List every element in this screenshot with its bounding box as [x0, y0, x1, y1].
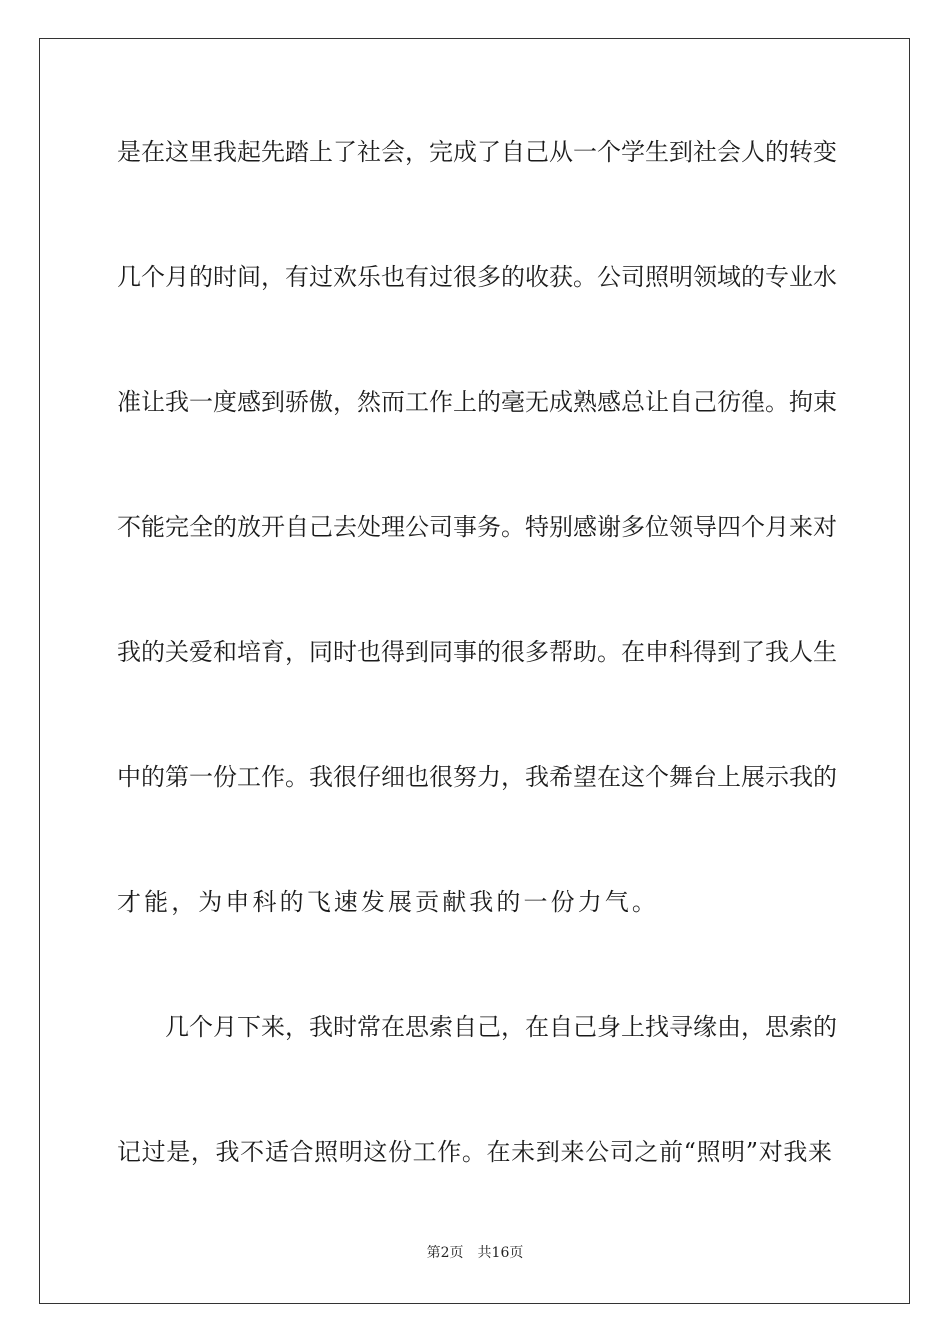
text-line: 中的第一份工作。我很仔细也很努力，我希望在这个舞台上展示我的: [117, 763, 837, 791]
paragraph-first-line: 几个月下来，我时常在思索自己，在自己身上找寻缘由，思索的: [165, 1013, 837, 1041]
text-line: 记过是，我不适合照明这份工作。在未到来公司之前“照明”对我来: [117, 1138, 832, 1166]
text-line: 是在这里我起先踏上了社会，完成了自己从一个学生到社会人的转变: [117, 138, 837, 166]
page-total: 共16页: [477, 1245, 524, 1261]
page-footer: [0, 1243, 950, 1263]
text-line: 才能，为申科的飞速发展贡献我的一份力气。: [117, 888, 659, 916]
page-border: [39, 38, 910, 1304]
page-number: 第2页: [426, 1245, 464, 1261]
text-line: 不能完全的放开自己去处理公司事务。特别感谢多位领导四个月来对: [117, 513, 837, 541]
text-line: 我的关爱和培育，同时也得到同事的很多帮助。在申科得到了我人生: [117, 638, 837, 666]
text-line: 准让我一度感到骄傲，然而工作上的毫无成熟感总让自己彷徨。拘束: [117, 388, 837, 416]
text-line: 几个月的时间，有过欢乐也有过很多的收获。公司照明领域的专业水: [117, 263, 837, 291]
